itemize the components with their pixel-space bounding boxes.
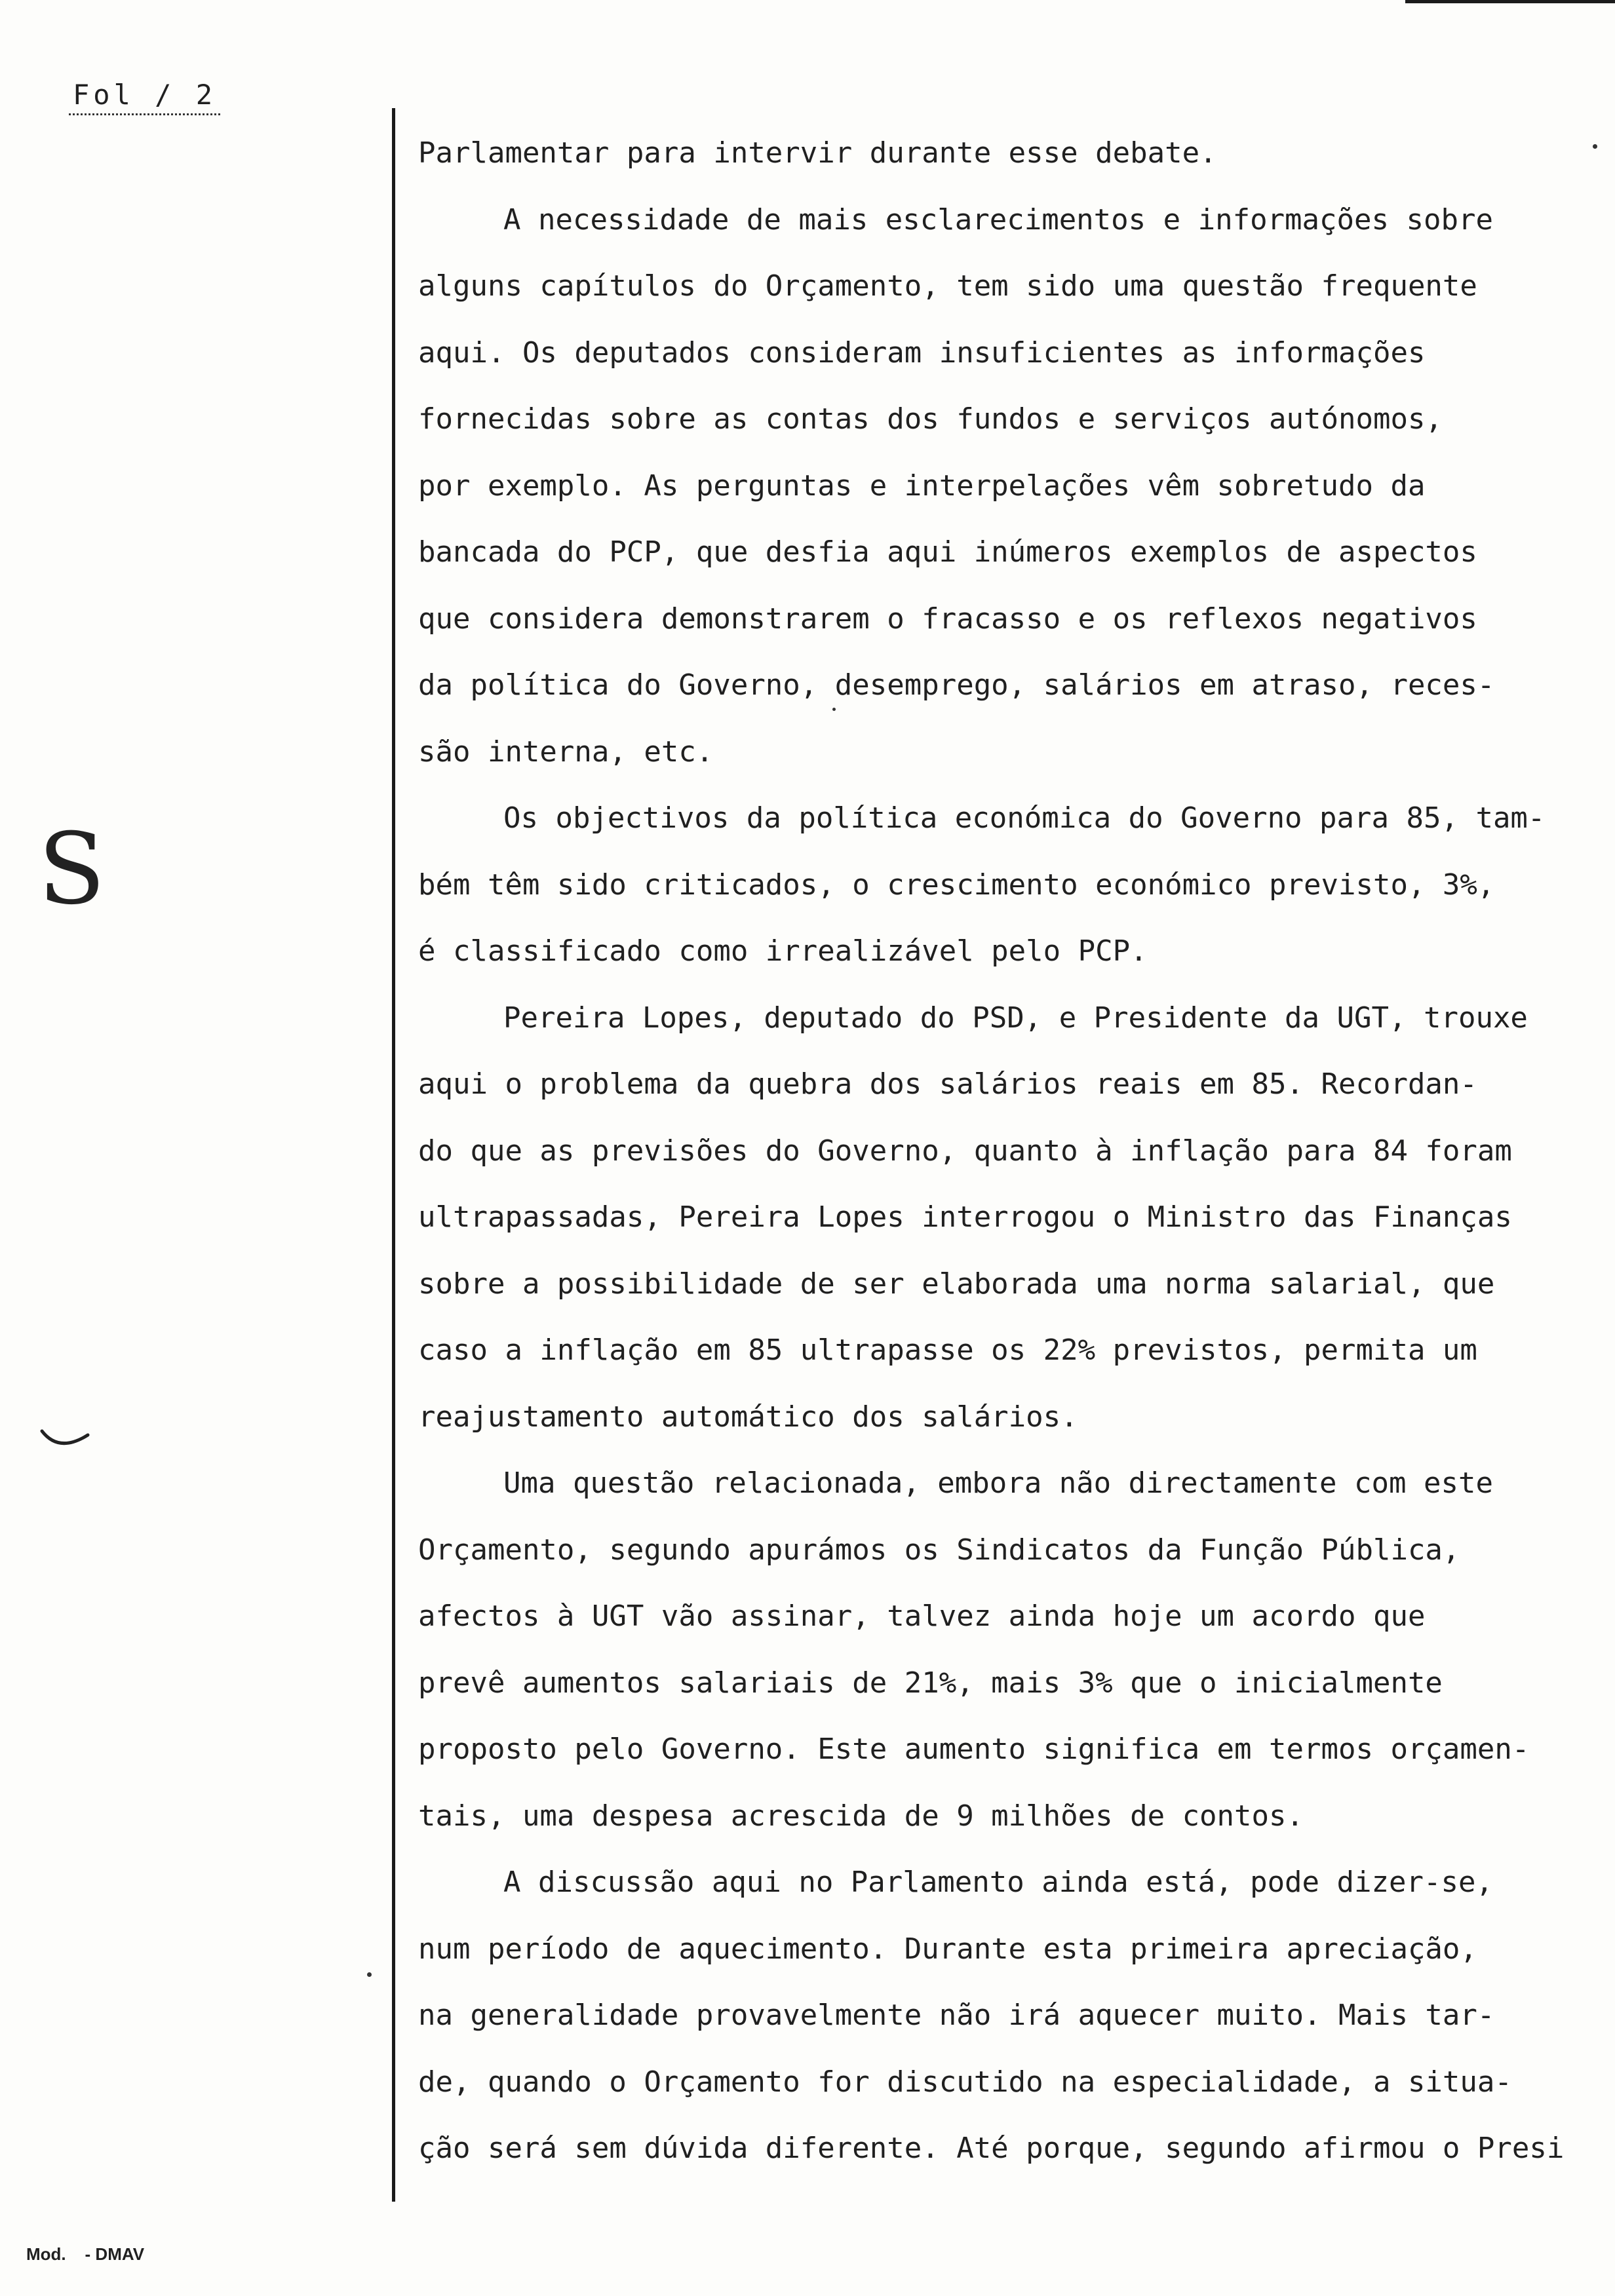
text-line: caso a inflação em 85 ultrapasse os 22% previstos, permita um [418,1333,1477,1367]
text-line: proposto pelo Governo. Este aumento significa em termos orçamen- [418,1732,1530,1766]
text-line: aqui. Os deputados consideram insuficientes as informações [418,335,1426,370]
top-edge-rule [1405,0,1615,3]
text-line: do que as previsões do Governo, quanto à inflação para 84 foram [418,1134,1512,1168]
text-line: na generalidade provavelmente não irá aquecer muito. Mais tar- [418,1999,1495,2032]
text-line: por exemplo. As perguntas e interpelações vêm sobretudo da [418,469,1426,503]
text-line: Uma questão relacionada, embora não directamente com este [503,1466,1493,1500]
text-line: ultrapassadas, Pereira Lopes interrogou o Ministro das Finanças [418,1200,1512,1234]
text-line: Os objectivos da política económica do Governo para 85, tam- [503,801,1546,835]
text-line: aqui o problema da quebra dos salários reais em 85. Recordan- [418,1067,1477,1101]
text-line: que considera demonstrarem o fracasso e os reflexos negativos [418,602,1477,636]
text-line: Orçamento, segundo apurámos os Sindicatos da Função Pública, [418,1533,1460,1567]
text-line: Pereira Lopes, deputado do PSD, e Presidente da UGT, trouxe [503,1001,1528,1035]
text-line: prevê aumentos salariais de 21%, mais 3% que o inicialmente [418,1666,1443,1700]
text-line: bancada do PCP, que desfia aqui inúmeros exemplos de aspectos [418,535,1477,569]
text-line: alguns capítulos do Orçamento, tem sido uma questão frequente [418,269,1477,303]
text-line: fornecidas sobre as contas dos fundos e serviços autónomos, [418,402,1443,436]
left-margin-rule [392,108,395,2202]
handwritten-margin-mark: S [38,813,106,927]
text-line: afectos à UGT vão assinar, talvez ainda hoje um acordo que [418,1599,1426,1633]
text-line: sobre a possibilidade de ser elaborada uma norma salarial, que [418,1267,1495,1301]
text-line: ção será sem dúvida diferente. Até porque, segundo afirmou o Presi [418,2132,1565,2165]
text-line: bém têm sido criticados, o crescimento económico previsto, 3%, [418,868,1495,902]
text-line: num período de aquecimento. Durante esta primeira apreciação, [418,1932,1477,1966]
text-line: tais, uma despesa acrescida de 9 milhões de contos. [418,1799,1304,1833]
text-line: são interna, etc. [418,735,714,769]
folio-number: Fol / 2 [69,79,220,115]
text-line: Parlamentar para intervir durante esse debate. [418,136,1217,170]
form-footer-label: Mod. - DMAV [26,2244,145,2264]
text-line: reajustamento automático dos salários. [418,1400,1078,1434]
scan-speck [367,1972,372,1977]
text-line: de, quando o Orçamento for discutido na especialidade, a situa- [418,2065,1512,2099]
text-line: A discussão aqui no Parlamento ainda está, pode dizer-se, [503,1866,1493,1899]
typed-body-text [418,120,1605,2182]
handwritten-curve-mark [39,1428,92,1455]
text-line: é classificado como irrealizável pelo PCP. [418,934,1148,968]
text-line: da política do Governo, desemprego, salários em atraso, reces- [418,668,1495,702]
text-line: A necessidade de mais esclarecimentos e informações sobre [503,202,1493,237]
